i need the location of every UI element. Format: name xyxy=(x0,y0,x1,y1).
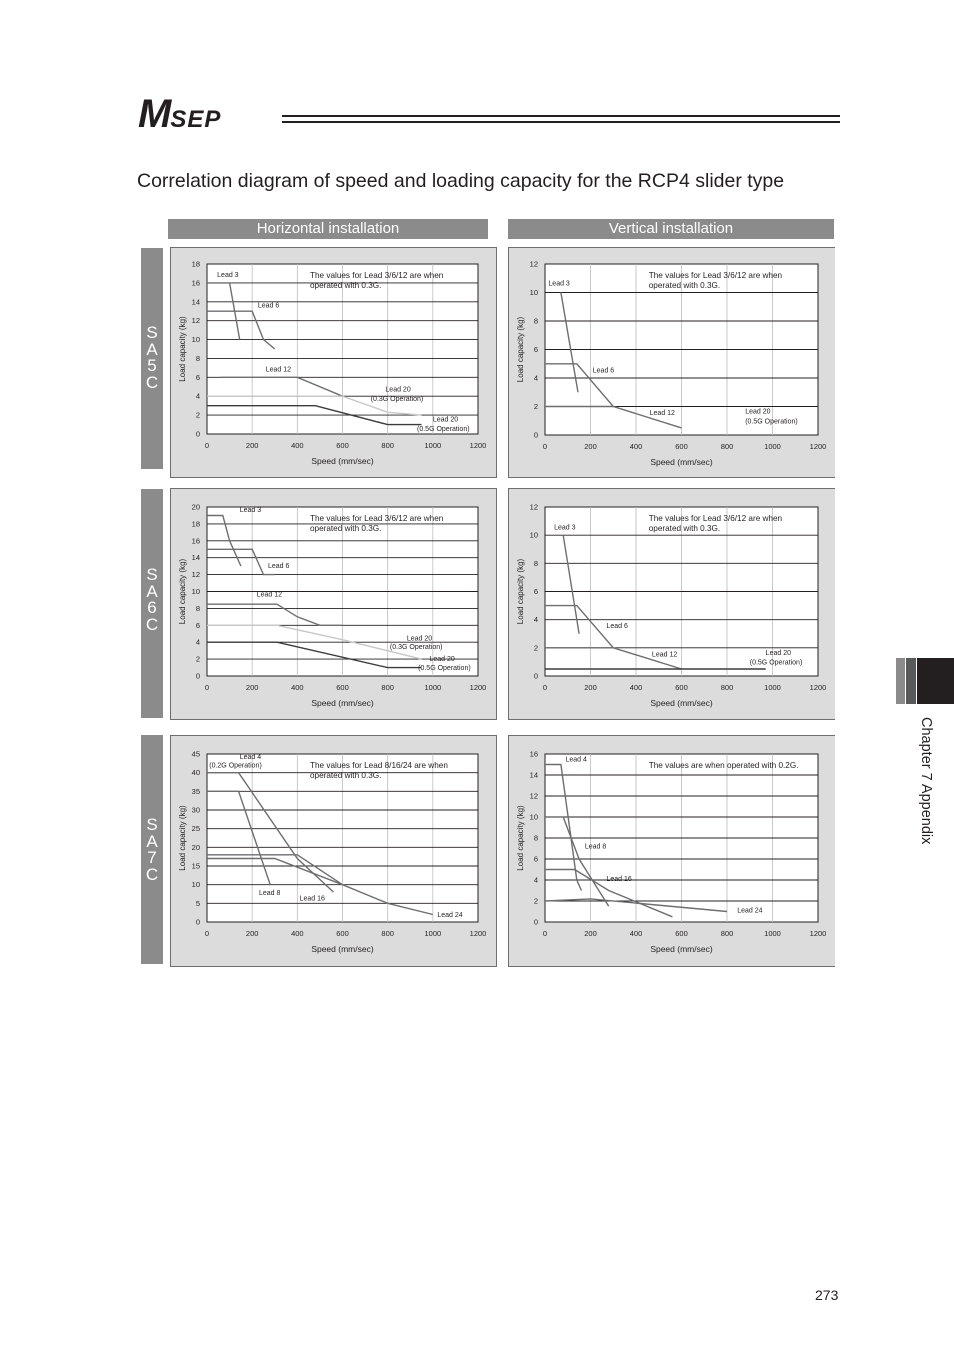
x-tick-label: 1200 xyxy=(469,441,487,450)
y-tick-label: 8 xyxy=(195,353,200,363)
y-tick-label: 6 xyxy=(533,587,538,596)
y-tick-label: 20 xyxy=(191,842,200,852)
y-tick-label: 12 xyxy=(529,502,538,512)
y-tick-label: 35 xyxy=(191,786,200,796)
row-label-letter: A xyxy=(146,339,158,359)
row-tab-sa7c xyxy=(141,735,163,964)
series-label: Lead 6 xyxy=(592,367,615,375)
page-title: Correlation diagram of speed and loading capacity for the RCP4 slider type xyxy=(137,170,785,192)
y-tick-label: 12 xyxy=(529,259,538,269)
x-tick-label: 1200 xyxy=(809,442,827,451)
row-label-letter: S xyxy=(146,323,158,342)
y-tick-label: 40 xyxy=(191,768,200,778)
chart-note: The values for Lead 3/6/12 are when xyxy=(648,271,783,280)
column-header-vertical: Vertical installation xyxy=(508,219,834,239)
series-label: (0.5G Operation) xyxy=(749,659,803,667)
x-tick-label: 1200 xyxy=(809,683,827,692)
row-label-letter: C xyxy=(145,614,159,634)
x-tick-label: 800 xyxy=(381,929,394,938)
chapter-tab-marker xyxy=(917,658,954,704)
x-axis-label: Speed (mm/sec) xyxy=(650,698,713,708)
header-rule-bottom xyxy=(282,121,840,123)
x-tick-label: 800 xyxy=(720,442,734,451)
series-label: Lead 3 xyxy=(217,272,239,280)
series-label: Lead 6 xyxy=(267,562,290,570)
x-tick-label: 600 xyxy=(675,929,688,938)
chart-note: operated with 0.3G. xyxy=(648,524,721,533)
chart-sa5c-horizontal xyxy=(171,248,498,479)
series-label: Lead 16 xyxy=(299,895,325,903)
x-tick-label: 800 xyxy=(381,683,394,692)
x-tick-label: 0 xyxy=(542,442,548,451)
y-tick-label: 2 xyxy=(533,896,538,906)
x-axis-label: Speed (mm/sec) xyxy=(650,944,713,954)
x-tick-label: 800 xyxy=(720,683,734,692)
msep-logo: MSEP xyxy=(138,92,222,136)
x-tick-label: 200 xyxy=(584,683,597,692)
y-tick-label: 2 xyxy=(195,410,200,420)
y-tick-label: 0 xyxy=(195,671,200,681)
chart-note: operated with 0.3G. xyxy=(309,771,382,780)
x-tick-label: 200 xyxy=(584,442,597,451)
x-tick-label: 1000 xyxy=(764,442,781,451)
y-tick-label: 6 xyxy=(533,854,538,864)
series-label: Lead 24 xyxy=(437,912,463,920)
y-tick-label: 12 xyxy=(191,570,200,580)
series-label: Lead 3 xyxy=(239,507,262,515)
x-tick-label: 600 xyxy=(675,442,688,451)
row-label-letter: 6 xyxy=(147,598,157,617)
y-tick-label: 4 xyxy=(195,637,200,647)
y-tick-label: 10 xyxy=(191,335,200,345)
row-label-sa7c xyxy=(141,817,163,883)
chart-note: The values for Lead 3/6/12 are when xyxy=(648,514,783,523)
x-tick-label: 400 xyxy=(629,442,643,451)
y-tick-label: 25 xyxy=(191,824,200,834)
column-header-horizontal: Horizontal installation xyxy=(168,219,488,239)
series-label: (0.5G Operation) xyxy=(745,418,798,426)
y-tick-label: 45 xyxy=(191,749,200,759)
y-tick-label: 10 xyxy=(191,880,200,890)
y-tick-label: 14 xyxy=(529,770,538,780)
row-label-letter: C xyxy=(145,864,159,884)
y-tick-label: 30 xyxy=(191,805,200,815)
row-label-letter: 7 xyxy=(147,848,157,867)
y-tick-label: 12 xyxy=(191,316,200,326)
y-axis-label: Load capacity (kg) xyxy=(178,805,187,871)
y-tick-label: 0 xyxy=(195,917,200,927)
x-tick-label: 400 xyxy=(291,441,304,450)
x-tick-label: 400 xyxy=(291,929,304,938)
chart-sa5c-vertical xyxy=(509,248,836,479)
y-tick-label: 2 xyxy=(533,402,538,411)
row-label-letter: C xyxy=(145,372,159,392)
y-tick-label: 6 xyxy=(195,620,200,630)
y-tick-label: 18 xyxy=(191,259,200,269)
x-tick-label: 1200 xyxy=(809,929,827,938)
x-tick-label: 600 xyxy=(336,441,349,450)
row-label-letter: A xyxy=(146,831,158,851)
y-tick-label: 6 xyxy=(533,345,538,354)
row-tab-sa6c xyxy=(141,489,163,718)
y-tick-label: 10 xyxy=(529,530,538,540)
x-tick-label: 1000 xyxy=(764,929,781,938)
series-label: Lead 20 xyxy=(765,649,791,657)
row-label-letter: S xyxy=(146,565,158,584)
y-tick-label: 20 xyxy=(191,502,200,512)
row-label-letter: 5 xyxy=(147,356,157,375)
y-tick-label: 2 xyxy=(533,643,538,653)
chart-note: The values for Lead 3/6/12 are when xyxy=(309,271,444,280)
row-label-letter: S xyxy=(146,815,158,834)
header-rule-top xyxy=(282,115,840,117)
series-label: (0.5G Operation) xyxy=(418,665,471,673)
series-label: Lead 20 xyxy=(432,416,459,424)
y-tick-label: 18 xyxy=(191,519,200,529)
series-label: Lead 12 xyxy=(651,651,678,659)
chart-panel-sa7c-horizontal xyxy=(170,735,497,967)
x-tick-label: 600 xyxy=(675,683,688,692)
y-tick-label: 16 xyxy=(529,749,538,759)
series-label: Lead 12 xyxy=(256,591,282,599)
y-tick-label: 8 xyxy=(533,558,538,568)
y-tick-label: 5 xyxy=(195,898,200,908)
x-tick-label: 1200 xyxy=(469,929,487,938)
y-tick-label: 8 xyxy=(195,603,200,613)
x-tick-label: 800 xyxy=(381,441,394,450)
row-label-sa5c xyxy=(141,325,163,391)
series-label: Lead 16 xyxy=(606,876,632,884)
series-label: Lead 6 xyxy=(606,623,628,631)
y-axis-label: Load capacity (kg) xyxy=(516,558,525,625)
x-tick-label: 200 xyxy=(584,929,597,938)
page-number: 273 xyxy=(815,1287,839,1303)
y-tick-label: 16 xyxy=(191,278,200,288)
chart-panel-sa7c-vertical xyxy=(508,735,835,967)
y-tick-label: 4 xyxy=(533,615,538,625)
x-tick-label: 1000 xyxy=(764,683,781,692)
x-tick-label: 600 xyxy=(336,929,349,938)
x-tick-label: 0 xyxy=(542,929,548,938)
series-label: Lead 4 xyxy=(239,753,262,761)
x-tick-label: 400 xyxy=(629,683,643,692)
series-label: Lead 8 xyxy=(258,890,281,898)
x-tick-label: 200 xyxy=(245,441,259,450)
x-tick-label: 1200 xyxy=(469,683,487,692)
x-tick-label: 200 xyxy=(245,683,259,692)
y-tick-label: 14 xyxy=(191,297,200,307)
row-tab-sa5c xyxy=(141,248,163,469)
series-label: Lead 8 xyxy=(584,843,607,851)
x-axis-label: Speed (mm/sec) xyxy=(311,456,374,466)
chart-note: The values are when operated with 0.2G. xyxy=(648,761,799,770)
y-tick-label: 16 xyxy=(191,536,200,546)
y-tick-label: 10 xyxy=(529,288,538,297)
x-tick-label: 1000 xyxy=(424,441,442,450)
y-tick-label: 6 xyxy=(195,372,200,382)
y-tick-label: 10 xyxy=(529,812,538,822)
series-label: Lead 20 xyxy=(406,635,433,643)
chapter-tab-stripe-mid xyxy=(906,658,916,704)
x-tick-label: 0 xyxy=(204,441,210,450)
y-tick-label: 4 xyxy=(533,875,538,885)
series-label: Lead 20 xyxy=(429,655,455,663)
y-axis-label: Load capacity (kg) xyxy=(516,805,525,871)
y-tick-label: 0 xyxy=(533,430,538,440)
series-label: Lead 20 xyxy=(745,408,771,416)
chart-panel-sa6c-horizontal xyxy=(170,488,497,720)
chart-panel-sa5c-vertical xyxy=(508,247,835,478)
chart-note: operated with 0.3G. xyxy=(309,281,382,290)
y-tick-label: 4 xyxy=(195,391,200,401)
x-tick-label: 1000 xyxy=(424,929,442,938)
chart-sa6c-vertical xyxy=(509,489,836,721)
y-tick-label: 10 xyxy=(191,587,200,596)
row-label-letter: A xyxy=(146,581,158,601)
y-tick-label: 0 xyxy=(533,671,538,681)
x-tick-label: 800 xyxy=(720,929,734,938)
y-axis-label: Load capacity (kg) xyxy=(178,558,187,625)
x-tick-label: 600 xyxy=(336,683,349,692)
y-tick-label: 0 xyxy=(195,429,200,439)
x-tick-label: 0 xyxy=(204,683,210,692)
series-label: Lead 24 xyxy=(737,907,763,915)
x-tick-label: 1000 xyxy=(424,683,442,692)
series-label: Lead 4 xyxy=(565,756,587,764)
chapter-label: Chapter 7 Appendix xyxy=(918,717,934,845)
y-axis-label: Load capacity (kg) xyxy=(178,316,187,382)
y-tick-label: 0 xyxy=(533,917,538,927)
series-label: (0.3G Operation) xyxy=(370,395,424,403)
x-axis-label: Speed (mm/sec) xyxy=(311,944,374,954)
chart-sa7c-vertical xyxy=(509,736,836,968)
chart-note: The values for Lead 3/6/12 are when xyxy=(309,514,444,523)
x-tick-label: 400 xyxy=(291,683,304,692)
x-axis-label: Speed (mm/sec) xyxy=(311,698,374,708)
chapter-tab-stripe-light xyxy=(896,658,905,704)
chart-note: operated with 0.3G. xyxy=(648,281,721,290)
y-tick-label: 15 xyxy=(191,861,200,871)
y-tick-label: 14 xyxy=(191,553,200,563)
x-tick-label: 0 xyxy=(204,929,210,938)
row-label-sa6c xyxy=(141,567,163,633)
series-label: Lead 3 xyxy=(554,524,576,532)
y-tick-label: 8 xyxy=(533,833,538,843)
chart-panel-sa5c-horizontal xyxy=(170,247,497,478)
chart-note: operated with 0.3G. xyxy=(309,524,382,533)
series-label: (0.2G Operation) xyxy=(209,762,262,770)
y-tick-label: 4 xyxy=(533,373,538,383)
x-tick-label: 0 xyxy=(542,683,548,692)
series-label: Lead 3 xyxy=(548,280,570,288)
series-label: Lead 12 xyxy=(265,366,292,374)
series-label: Lead 20 xyxy=(385,386,411,394)
y-tick-label: 12 xyxy=(529,791,538,801)
y-axis-label: Load capacity (kg) xyxy=(516,316,525,383)
x-tick-label: 200 xyxy=(245,929,259,938)
series-label: Lead 6 xyxy=(257,302,280,310)
series-label: (0.3G Operation) xyxy=(389,643,443,651)
chart-note: The values for Lead 8/16/24 are when xyxy=(309,761,448,770)
chart-panel-sa6c-vertical xyxy=(508,488,835,720)
series-label: (0.5G Operation) xyxy=(417,426,470,434)
y-tick-label: 8 xyxy=(533,316,538,326)
series-label: Lead 12 xyxy=(649,410,675,418)
x-axis-label: Speed (mm/sec) xyxy=(650,457,713,467)
y-tick-label: 2 xyxy=(195,654,200,664)
chart-sa6c-horizontal xyxy=(171,489,498,721)
chart-sa7c-horizontal xyxy=(171,736,498,968)
x-tick-label: 400 xyxy=(629,929,643,938)
